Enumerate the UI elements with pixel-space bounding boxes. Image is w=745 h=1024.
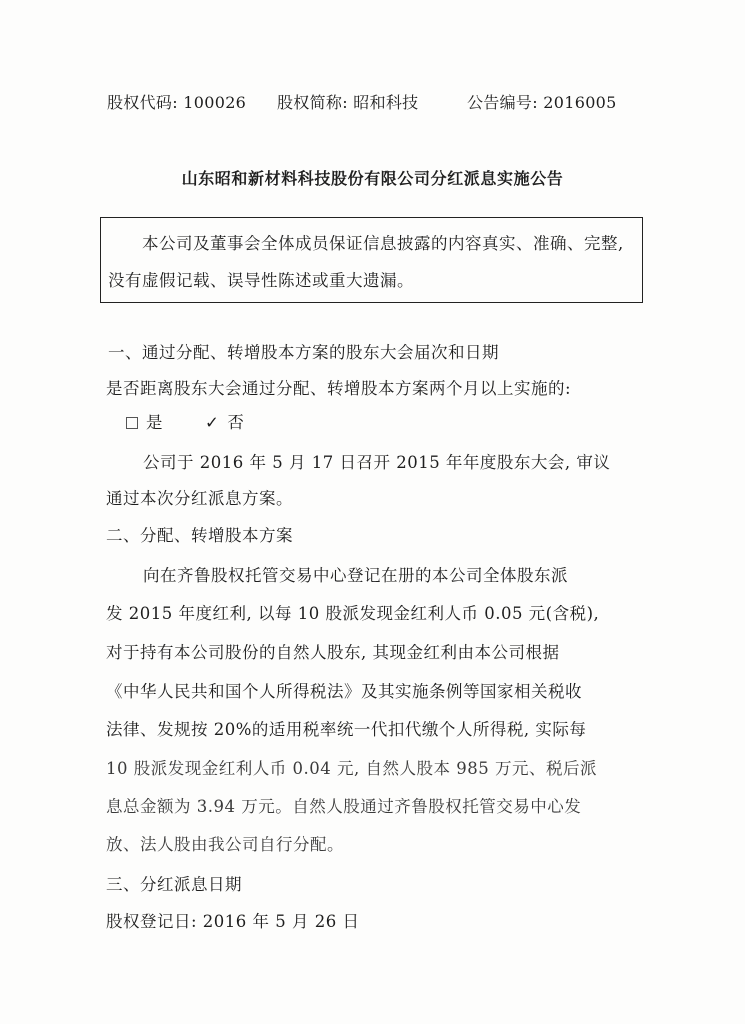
section-1-paragraph-line-1: 公司于 2016 年 5 月 17 日召开 2015 年年度股东大会, 审议 xyxy=(143,453,611,472)
statement-line-2: 没有虚假记载、误导性陈述或重大遗漏。 xyxy=(108,271,414,290)
section-2-heading: 二、分配、转增股本方案 xyxy=(106,526,293,545)
section-1-question: 是否距离股东大会通过分配、转增股本方案两个月以上实施的: xyxy=(106,379,572,398)
option-no-label: 否 xyxy=(227,413,245,432)
statement-line-1: 本公司及董事会全体成员保证信息披露的内容真实、准确、完整, xyxy=(142,234,624,253)
equity-short-name: 股权简称: 昭和科技 xyxy=(277,93,419,112)
option-no xyxy=(205,412,244,434)
notice-number: 公告编号: 2016005 xyxy=(467,93,617,112)
section-2-line: 发 2015 年度红利, 以每 10 股派发现金红利人币 0.05 元(含税), xyxy=(106,604,600,623)
checkbox-unchecked-icon xyxy=(126,417,138,429)
option-yes-label: 是 xyxy=(146,413,163,432)
document-title: 山东昭和新材料科技股份有限公司分红派息实施公告 xyxy=(181,169,564,188)
section-2-line: 放、法人股由我公司自行分配。 xyxy=(106,835,344,854)
section-2-line: 《中华人民共和国个人所得税法》及其实施条例等国家相关税收 xyxy=(106,682,582,701)
section-2-line: 法律、发规按 20%的适用税率统一代扣代缴个人所得税, 实际每 xyxy=(106,720,587,739)
record-date: 股权登记日: 2016 年 5 月 26 日 xyxy=(106,912,360,931)
equity-code: 股权代码: 100026 xyxy=(107,93,247,112)
section-2-line: 息总金额为 3.94 万元。自然人股通过齐鲁股权托管交易中心发 xyxy=(106,797,582,816)
section-3-heading: 三、分红派息日期 xyxy=(106,875,242,894)
section-2-line: 对于持有本公司股份的自然人股东, 其现金红利由本公司根据 xyxy=(106,643,560,662)
section-2-line: 向在齐鲁股权托管交易中心登记在册的本公司全体股东派 xyxy=(143,566,568,585)
section-1-paragraph-line-2: 通过本次分红派息方案。 xyxy=(106,489,293,508)
option-yes xyxy=(126,412,163,434)
section-2-line: 10 股派发现金红利人币 0.04 元, 自然人股本 985 万元、税后派 xyxy=(106,759,597,778)
check-mark-icon: ✓ xyxy=(205,413,220,432)
section-1-heading: 一、通过分配、转增股本方案的股东大会届次和日期 xyxy=(108,343,499,362)
